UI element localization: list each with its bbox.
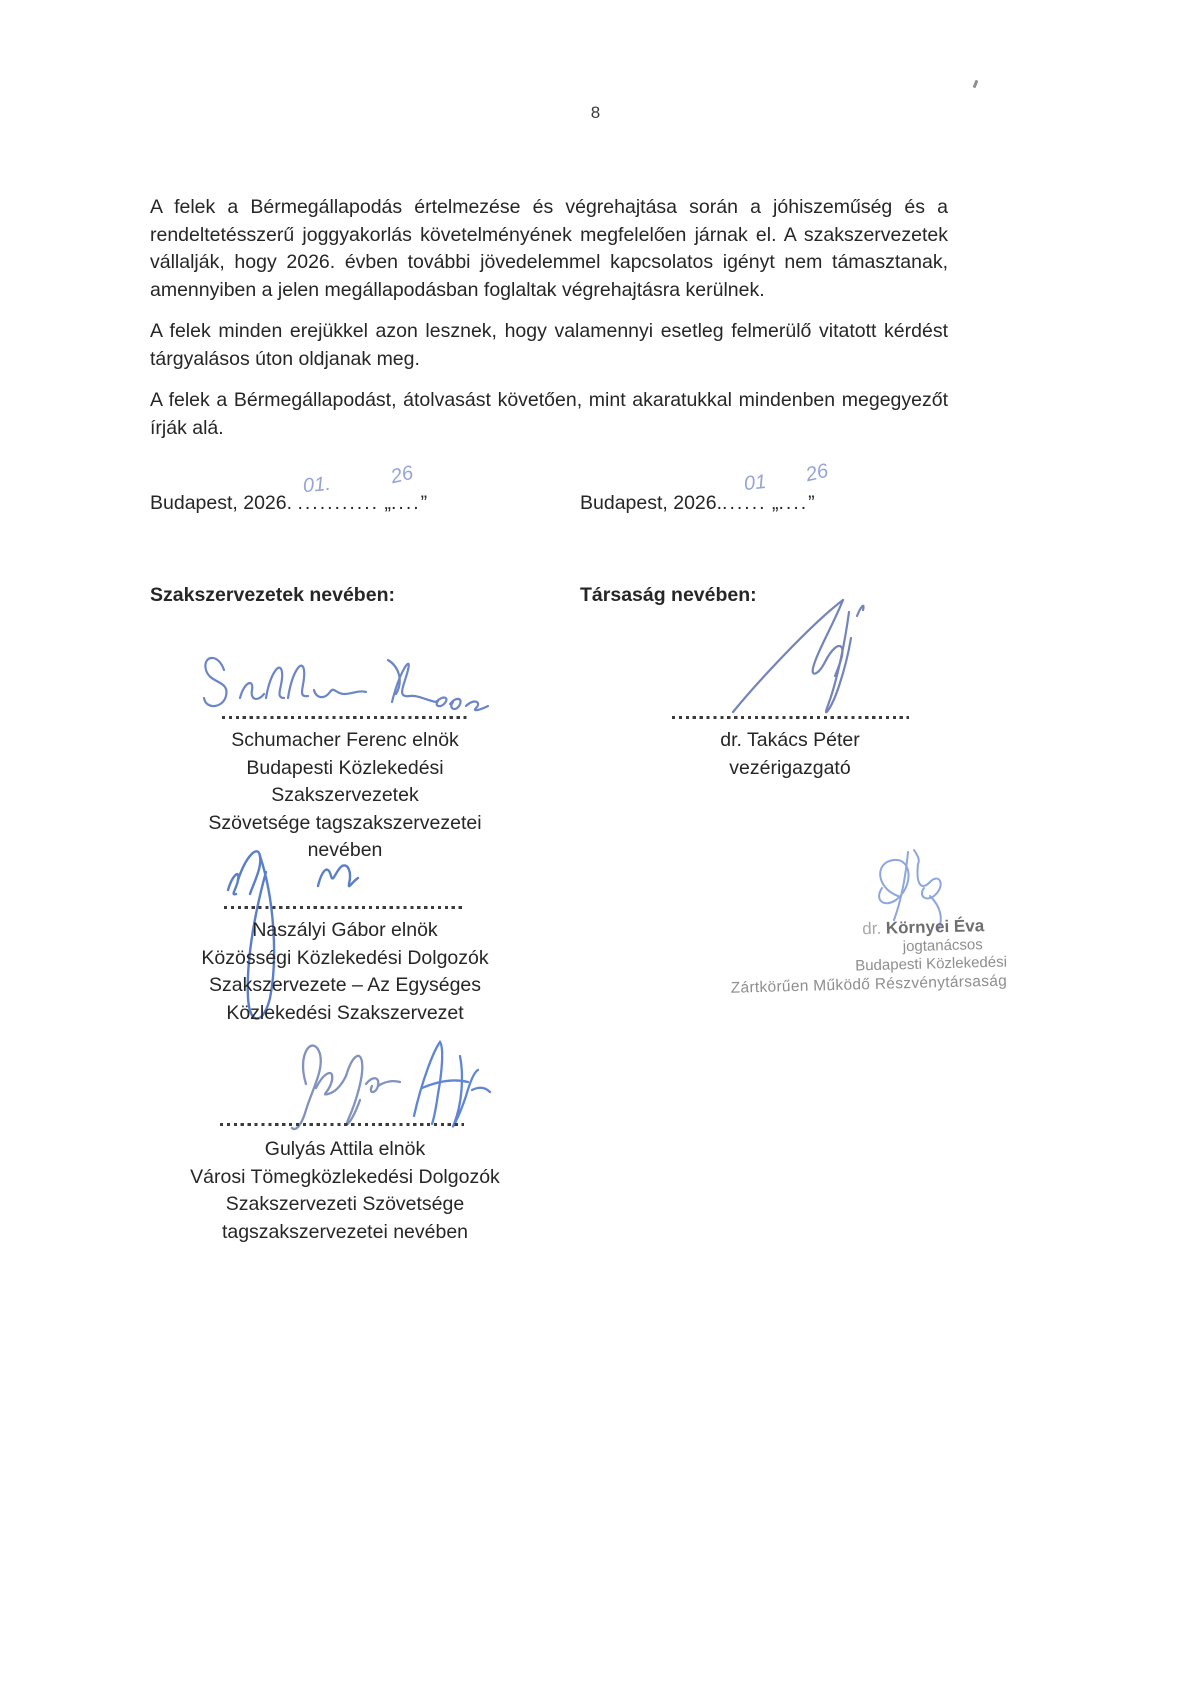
date-line-right: Budapest, 2026....... „....” <box>580 492 815 514</box>
stamp-name: Környei Éva <box>885 916 985 938</box>
date-dots: ...... <box>722 492 767 514</box>
signatory-title: vezérigazgató <box>729 756 851 779</box>
handwritten-day-left: 26 <box>388 461 416 489</box>
stamp-org-line2: Zártkörűen Működő Részvénytársaság <box>730 972 1008 997</box>
date-dots: ........... <box>297 492 380 514</box>
signatory-takacs <box>660 727 920 782</box>
signatory-org: Szakszervezeti Szövetsége <box>225 1193 465 1215</box>
signature-takacs <box>715 590 905 726</box>
signatory-gulyas <box>175 1136 515 1246</box>
signature-line <box>222 716 468 719</box>
scan-artifact-mark <box>973 80 979 89</box>
signatory-org: tagszakszervezetei nevében <box>221 1220 469 1243</box>
signature-schumacher <box>196 640 496 726</box>
body-paragraphs <box>150 194 948 456</box>
signatory-org: Városi Tömegközlekedési Dolgozók <box>190 1165 500 1188</box>
paragraph-good-faith: A felek a Bérmegállapodás értelmezése és végrehajtása során a jóhiszeműség és a rendeltetésszerű joggyakorlás követelményének megfelelően járnak el. A szakszervezetek vállalják, hogy 2026. évben további jövedelemmel kapcsolatos igényt nem támasztanak, amennyiben a jelen megállapodásban foglaltak végrehajtásra kerülnek. <box>150 196 948 301</box>
handwritten-day-right: 26 <box>803 459 831 487</box>
date-row <box>0 492 1191 522</box>
stamp-org-line1: Budapesti Közlekedési <box>855 953 1008 975</box>
signatory-name: Naszályi Gábor elnök <box>252 919 438 941</box>
signatory-org: Szövetsége tagszakszervezetei nevében <box>208 811 482 861</box>
header-unions: Szakszervezetek nevében: <box>150 584 395 606</box>
stamp-title: jogtanácsos <box>902 935 983 955</box>
signatory-org: Budapesti Közlekedési Szakszervezetek <box>246 756 444 806</box>
page-number: 8 <box>590 103 601 122</box>
header-company: Társaság nevében: <box>580 584 757 606</box>
date-dots: .... <box>391 492 421 514</box>
signatory-naszalyi <box>175 917 515 1027</box>
date-dots: .... <box>778 492 809 514</box>
signatory-org: Közösségi Közlekedési Dolgozók <box>201 946 489 969</box>
date-line-left: Budapest, 2026. ........... „....” <box>150 492 428 514</box>
signatory-org: Szakszervezete – Az Egységes <box>208 974 482 996</box>
stamp-name-prefix: dr. <box>862 918 882 939</box>
company-stamp <box>727 916 1019 998</box>
paragraph-signing-statement: A felek a Bérmegállapodást, átolvasást követően, mint akaratukkal mindenben megegyezőt írják alá. <box>150 389 948 439</box>
signatory-org: Közlekedési Szakszervezet <box>226 1001 464 1024</box>
signature-line <box>224 906 462 909</box>
signatory-name: Schumacher Ferenc elnök <box>231 729 459 751</box>
signatory-name: Gulyás Attila elnök <box>264 1138 426 1160</box>
signatory-name: dr. Takács Péter <box>720 729 860 751</box>
handwritten-month-right: 01 <box>742 470 768 496</box>
signature-line <box>220 1123 464 1126</box>
paragraph-dispute-resolution: A felek minden erejükkel azon lesznek, hogy valamennyi esetleg felmerülő vitatott kérdést tárgyalásos úton oldjanak meg. <box>150 320 948 370</box>
signature-line <box>672 716 909 719</box>
handwritten-month-left: 01. <box>302 472 332 498</box>
